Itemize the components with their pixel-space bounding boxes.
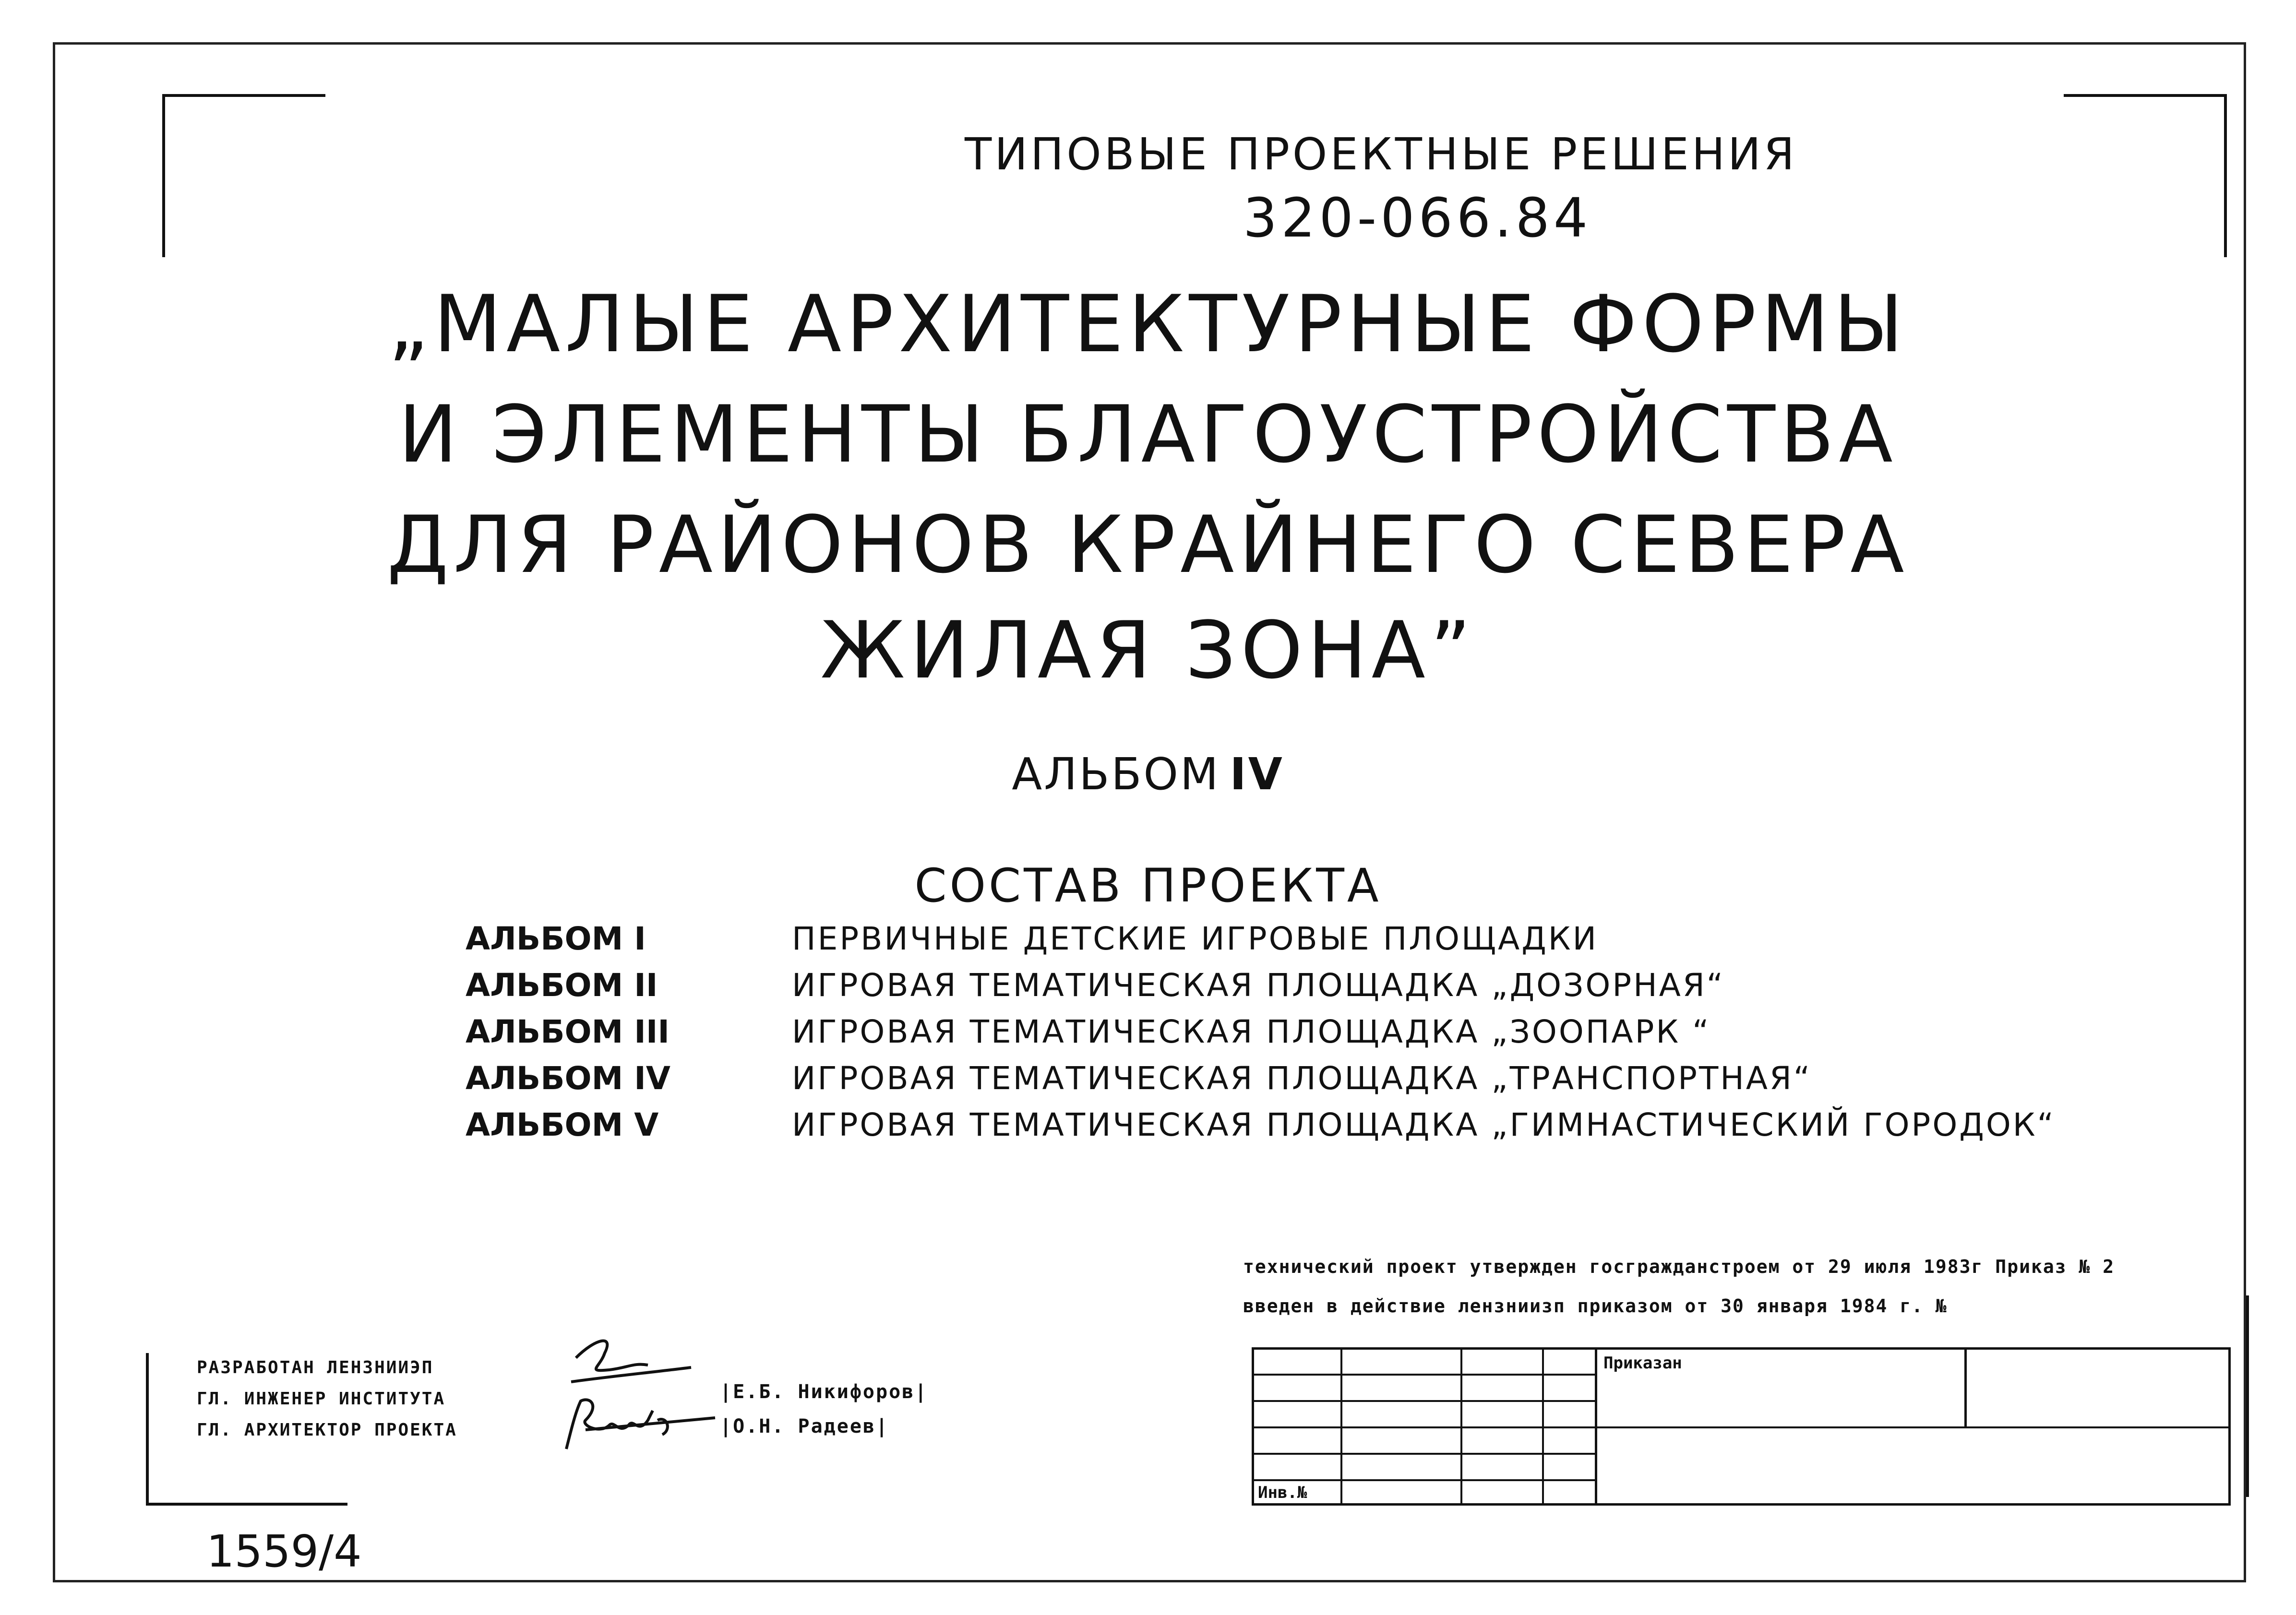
approval-line-2: введен в действие лензниизп приказом от 30 января 1984 г. № (1243, 1295, 1948, 1317)
composition-album: АЛЬБОМ V (466, 1106, 659, 1143)
credit-developer: РАЗРАБОТАН ЛЕНЗНИИЭП (197, 1358, 434, 1378)
signature-1 (557, 1329, 701, 1391)
series-number: 320-066.84 (1243, 187, 1592, 249)
stamp-divider (1254, 1374, 1595, 1376)
composition-album: АЛЬБОМ III (466, 1013, 670, 1050)
signature-2 (557, 1391, 720, 1463)
series-title: ТИПОВЫЕ ПРОЕКТНЫЕ РЕШЕНИЯ (965, 129, 1797, 180)
stamp-divider (1254, 1426, 2228, 1428)
stamp-divider (1254, 1400, 1595, 1402)
corner-bottom-right-v (2246, 1295, 2249, 1497)
corner-bottom-left-v (146, 1353, 149, 1506)
approval-line-1: технический проект утвержден госгражданстроем от 29 июля 1983г Приказ № 2 (1243, 1256, 2115, 1277)
corner-top-right-v (2224, 94, 2227, 257)
credit-chief-architect: ГЛ. АРХИТЕКТОР ПРОЕКТА (197, 1420, 457, 1440)
credit-chief-engineer: ГЛ. ИНЖЕНЕР ИНСТИТУТА (197, 1389, 446, 1409)
name-nikiforov: |Е.Б. Никифоров| (720, 1381, 928, 1403)
name-radeev: |О.Н. Радеев| (720, 1415, 889, 1437)
stamp-inv-label: Инв.№ (1258, 1483, 1307, 1502)
composition-album: АЛЬБОМ IV (466, 1060, 670, 1097)
composition-text: ИГРОВАЯ ТЕМАТИЧЕСКАЯ ПЛОЩАДКА „ДОЗОРНАЯ“ (792, 967, 1725, 1004)
stamp-divider (1254, 1453, 1595, 1455)
composition-text: ИГРОВАЯ ТЕМАТИЧЕСКАЯ ПЛОЩАДКА „ЗООПАРК “ (792, 1013, 1711, 1050)
album-heading (0, 748, 2296, 800)
sheet-number: 1559/4 (206, 1526, 362, 1577)
stamp-table (1252, 1347, 2231, 1506)
composition-text: ИГРОВАЯ ТЕМАТИЧЕСКАЯ ПЛОЩАДКА „ТРАНСПОРТНАЯ“ (792, 1060, 1812, 1097)
stamp-prikazan: Приказан (1603, 1354, 1682, 1373)
composition-text: ИГРОВАЯ ТЕМАТИЧЕСКАЯ ПЛОЩАДКА „ГИМНАСТИЧЕСКИЙ ГОРОДОК“ (792, 1106, 2056, 1143)
composition-text: ПЕРВИЧНЫЕ ДЕТСКИЕ ИГРОВЫЕ ПЛОЩАДКИ (792, 920, 1599, 957)
composition-title: СОСТАВ ПРОЕКТА (914, 859, 1382, 913)
corner-top-left-h (162, 94, 325, 97)
title-line-1: „МАЛЫЕ АРХИТЕКТУРНЫЕ ФОРМЫ (388, 278, 1908, 370)
title-line-3: ДЛЯ РАЙОНОВ КРАЙНЕГО СЕВЕРА (387, 499, 1909, 591)
corner-top-left-v (162, 94, 165, 257)
composition-album: АЛЬБОМ I (466, 920, 646, 957)
title-line-2: И ЭЛЕМЕНТЫ БЛАГОУСТРОЙСТВА (398, 389, 1898, 480)
corner-bottom-left-h (146, 1503, 347, 1506)
stamp-divider (1964, 1350, 1967, 1426)
album-number: IV (1230, 748, 1284, 800)
composition-album: АЛЬБОМ II (466, 967, 658, 1004)
title-line-4: ЖИЛАЯ ЗОНА” (820, 605, 1476, 696)
stamp-divider (1254, 1479, 1595, 1481)
album-label: АЛЬБОМ (1012, 748, 1220, 800)
corner-top-right-h (2064, 94, 2227, 97)
